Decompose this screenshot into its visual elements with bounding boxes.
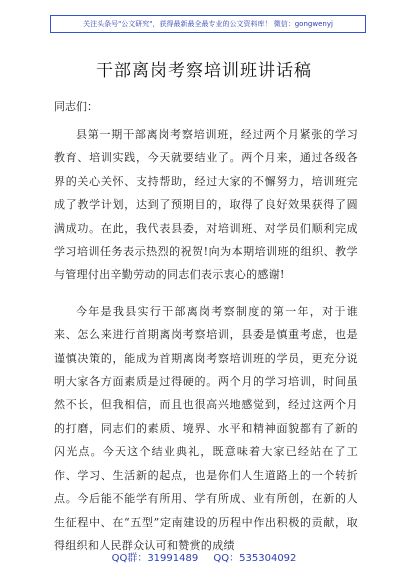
salutation: 同志们： [54,100,98,113]
document-body [54,123,358,557]
footer-contact [0,549,408,564]
document-title: 干部离岗考察培训班讲话稿 [96,61,312,81]
qq-group-text: QQ群：31991489 [111,553,199,564]
header-banner: 关注头条号"公文研究"，获得最新最全最专业的公文资料库！ 微信：gongwenyj [50,15,366,33]
paragraph: 县第一期干部离岗考察培训班，经过两个月紧张的学习教育、培训实践，今天就要结业了。两个月来，通过各级各界的关心关怀、支持帮助，经过大家的不懈努力，培训班完成了教学计划，达到了预期目的，取得了良好效果获得了圆满成功。在此，我代表县委，对培训班、对学员们顺利完成学习培训任务表示热烈的祝贺!向为本期培训班的组织、教学与管理付出辛勤劳动的同志们表示衷心的感谢! [54,128,358,282]
qq-text: QQ：535304092 [213,553,297,564]
paragraph: 今年是我县实行干部离岗考察制度的第一年，对于谁来、怎么来进行首期离岗考察培训，县委是慎重考虑，也是谨慎决策的，能成为首期离岗考察培训班的学员，更充分说明大家各方面素质是过得硬的。两个月的学习培训，时间虽然不长，但我相信，而且也很高兴地感觉到，经过这两个月的打磨，同志们的素质、境界、水平和精神面貌都有了新的闪光点。今天这个结业典礼，既意味着大家已经站在了工作、学习、生活新的起点，也是你们人生道路上的一个转折点。今后能不能学有所用、学有所成、业有所创，在新的人生征程中、在“五型”定南建设的历程中作出积极的贡献，取得组织和人民群众认可和赞赏的成绩 [54,304,358,552]
